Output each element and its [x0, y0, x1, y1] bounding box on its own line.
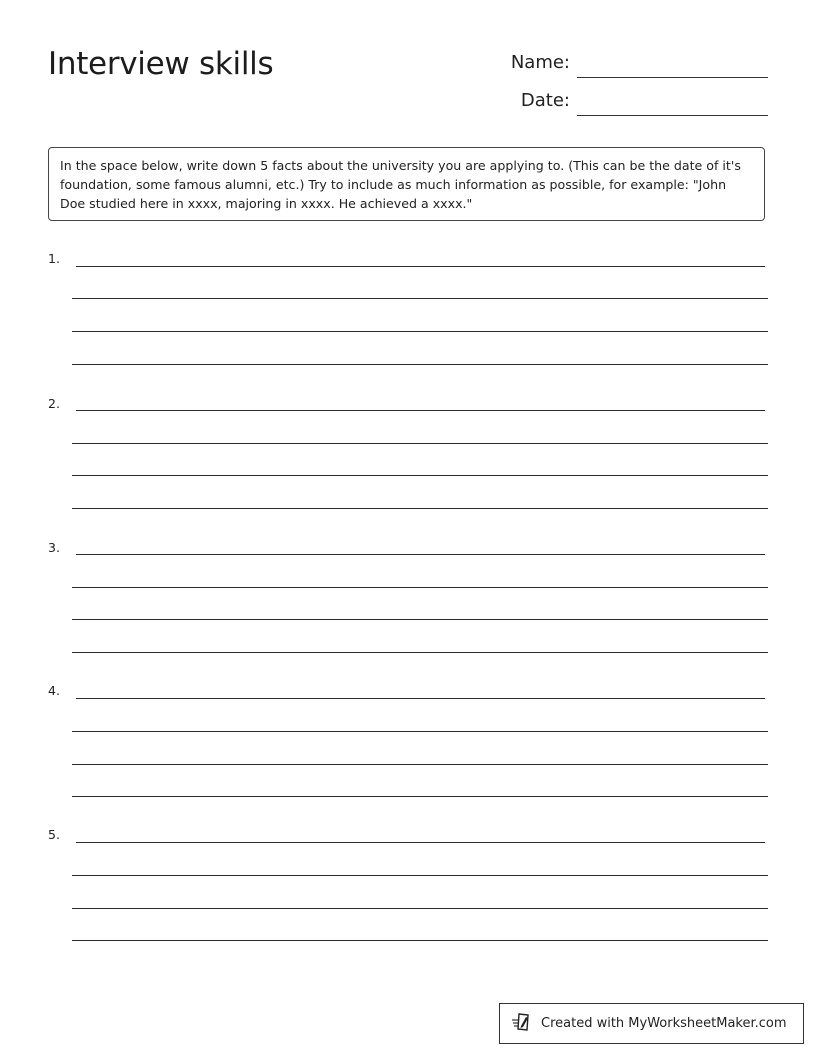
footer-credit[interactable]: [499, 1003, 804, 1044]
question-number-2: 2.: [48, 396, 60, 411]
instructions-box: In the space below, write down 5 facts about the university you are applying to. (This can be the date of it's foundation, some famous alumni, etc.) Try to include as much information as possible, for example: "John Doe studied here in xxxx, majoring in xxxx. He achieved a xxxx.": [48, 147, 765, 221]
question-number-1: 1.: [48, 251, 60, 266]
answer-line[interactable]: [72, 619, 768, 620]
date-field-line[interactable]: [577, 115, 768, 116]
answer-line[interactable]: [72, 298, 768, 299]
answer-line[interactable]: [72, 940, 768, 941]
answer-line[interactable]: [76, 698, 765, 699]
answer-line[interactable]: [72, 764, 768, 765]
question-number-4: 4.: [48, 683, 60, 698]
name-field-line[interactable]: [577, 77, 768, 78]
answer-line[interactable]: [72, 908, 768, 909]
answer-line[interactable]: [72, 443, 768, 444]
question-number-3: 3.: [48, 540, 60, 555]
answer-line[interactable]: [72, 331, 768, 332]
footer-text: Created with MyWorksheetMaker.com: [541, 1016, 787, 1031]
answer-line[interactable]: [72, 731, 768, 732]
question-number-5: 5.: [48, 827, 60, 842]
date-label: Date:: [520, 90, 570, 111]
answer-line[interactable]: [72, 508, 768, 509]
answer-line[interactable]: [72, 875, 768, 876]
answer-line[interactable]: [72, 364, 768, 365]
pencil-page-logo-icon: [511, 1012, 541, 1036]
answer-line[interactable]: [76, 266, 765, 267]
answer-line[interactable]: [72, 796, 768, 797]
answer-line[interactable]: [76, 554, 765, 555]
answer-line[interactable]: [72, 475, 768, 476]
name-label: Name:: [510, 52, 570, 73]
worksheet-title: Interview skills: [48, 46, 274, 82]
answer-line[interactable]: [72, 587, 768, 588]
answer-line[interactable]: [72, 652, 768, 653]
answer-line[interactable]: [76, 842, 765, 843]
answer-line[interactable]: [76, 410, 765, 411]
